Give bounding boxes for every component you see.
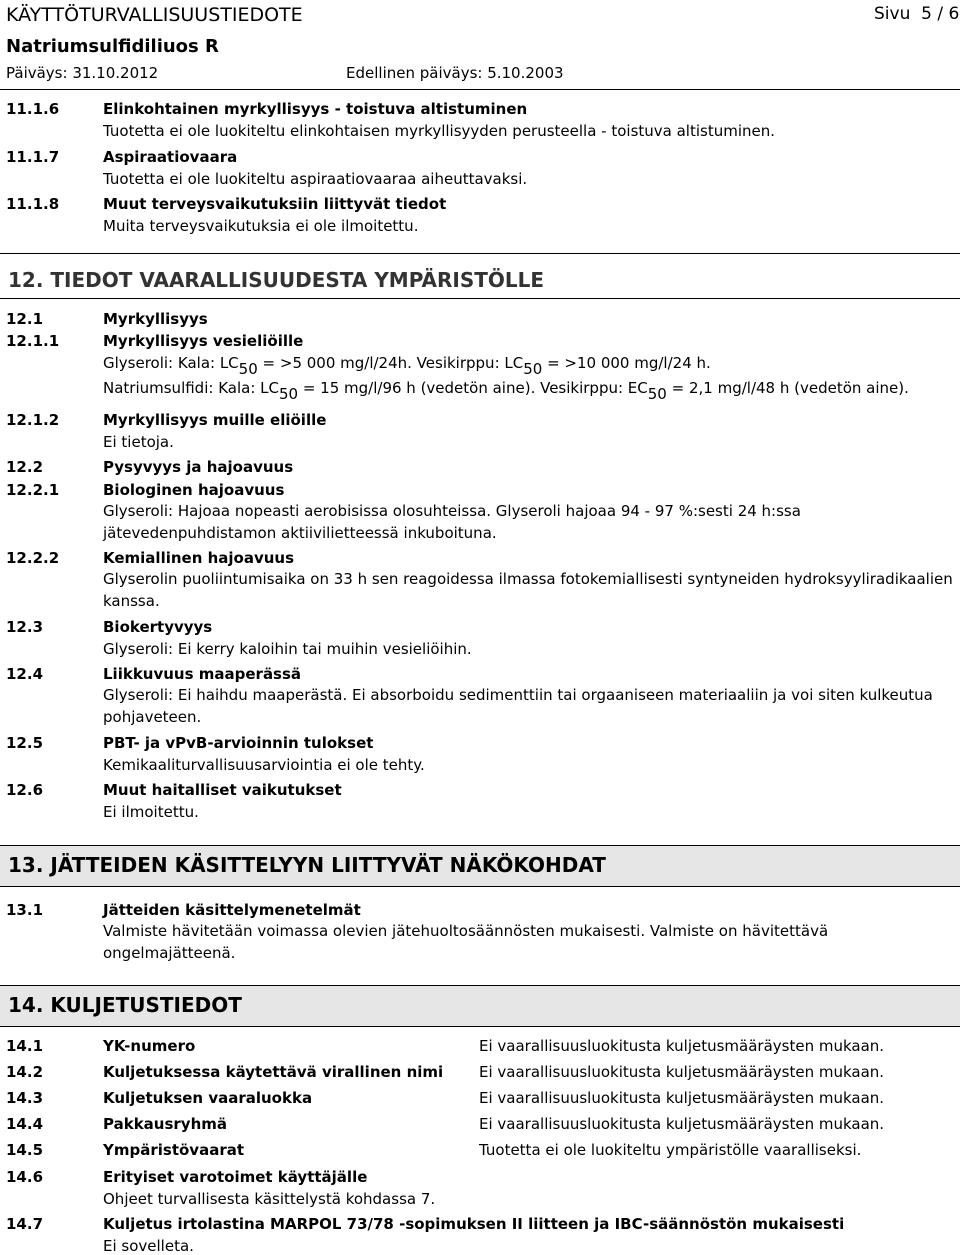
page-label: Sivu xyxy=(874,4,911,24)
text-part: = >5 000 mg/l/24h. Vesikirppu: LC xyxy=(257,354,524,372)
toxicity-sodium-sulfide xyxy=(103,379,909,403)
item-title: Myrkyllisyys vesieliöille xyxy=(103,332,304,350)
item-value: Ei vaarallisuusluokitusta kuljetusmääräysten mukaan. xyxy=(479,1063,885,1081)
item-title: Pysyvyys ja hajoavuus xyxy=(103,458,294,476)
item-text: Ei ilmoitettu. xyxy=(103,803,199,821)
item-value: Ei vaarallisuusluokitusta kuljetusmääräysten mukaan. xyxy=(479,1089,885,1107)
text-part: Glyseroli: Kala: LC xyxy=(103,354,239,372)
item-text: Tuotetta ei ole luokiteltu aspiraatiovaaraa aiheuttavaksi. xyxy=(103,170,528,188)
subscript: 50 xyxy=(523,360,543,378)
section-divider xyxy=(0,298,960,299)
item-number: 12.5 xyxy=(6,734,44,752)
document-title: KÄYTTÖTURVALLISUUSTIEDOTE xyxy=(6,4,303,26)
section-heading-band xyxy=(0,985,960,1027)
item-number: 12.1.2 xyxy=(6,411,60,429)
item-number: 14.5 xyxy=(6,1141,44,1159)
item-value: Ei vaarallisuusluokitusta kuljetusmääräysten mukaan. xyxy=(479,1037,885,1055)
item-text: Glyserolin puoliintumisaika on 33 h sen reagoidessa ilmassa fotokemiallisesti syntyneiden hydroksyyliradikaalien kanssa. xyxy=(103,570,953,610)
item-title: YK-numero xyxy=(103,1037,196,1055)
item-title: Ympäristövaarat xyxy=(103,1141,245,1159)
item-number: 12.3 xyxy=(6,618,44,636)
item-number: 14.6 xyxy=(6,1168,44,1186)
section-heading: 13. JÄTTEIDEN KÄSITTELYYN LIITTYVÄT NÄKÖKOHDAT xyxy=(8,853,606,877)
item-number: 13.1 xyxy=(6,901,44,919)
page-current: 5 xyxy=(921,4,932,24)
item-number: 11.1.8 xyxy=(6,195,60,213)
item-text: Glyseroli: Ei kerry kaloihin tai muihin vesieliöihin. xyxy=(103,640,472,658)
section-heading-band xyxy=(0,845,960,887)
text-part: = 15 mg/l/96 h (vedetön aine). Vesikirppu: EC xyxy=(298,379,648,397)
item-title: Kemiallinen hajoavuus xyxy=(103,549,295,567)
page-separator: / xyxy=(937,4,944,24)
item-title: Pakkausryhmä xyxy=(103,1115,227,1133)
toxicity-glycerol xyxy=(103,354,711,378)
item-text: Ohjeet turvallisesta käsittelystä kohdassa 7. xyxy=(103,1190,436,1208)
item-value: Tuotetta ei ole luokiteltu ympäristölle vaaralliseksi. xyxy=(479,1141,862,1159)
item-title: Kuljetuksessa käytettävä virallinen nimi xyxy=(103,1063,444,1081)
previous-date: Edellinen päiväys: 5.10.2003 xyxy=(346,64,564,82)
item-number: 11.1.7 xyxy=(6,148,60,166)
item-title: Aspiraatiovaara xyxy=(103,148,238,166)
subscript: 50 xyxy=(238,360,258,378)
item-number: 14.1 xyxy=(6,1037,44,1055)
item-number: 14.4 xyxy=(6,1115,44,1133)
text-part: = >10 000 mg/l/24 h. xyxy=(542,354,711,372)
section-heading: 12. TIEDOT VAARALLISUUDESTA YMPÄRISTÖLLE xyxy=(8,268,545,292)
item-text: Valmiste hävitetään voimassa olevien jätehuoltosäännösten mukaisesti. Valmiste on hävitettävä ongelmajätteenä. xyxy=(103,922,829,962)
item-number: 11.1.6 xyxy=(6,100,60,118)
item-text: Ei sovelleta. xyxy=(103,1237,194,1255)
item-title: Biologinen hajoavuus xyxy=(103,481,285,499)
section-divider xyxy=(0,253,960,254)
page-indicator xyxy=(874,4,959,24)
item-number: 12.2 xyxy=(6,458,44,476)
subscript: 50 xyxy=(278,385,299,403)
text-part: Natriumsulfidi: Kala: LC xyxy=(103,379,279,397)
item-title: Myrkyllisyys muille eliöille xyxy=(103,411,327,429)
item-number: 14.3 xyxy=(6,1089,44,1107)
page-total: 6 xyxy=(948,4,960,24)
item-title: Muut terveysvaikutuksiin liittyvät tiedot xyxy=(103,195,447,213)
item-text: Muita terveysvaikutuksia ei ole ilmoitettu. xyxy=(103,217,419,235)
item-number: 14.2 xyxy=(6,1063,44,1081)
item-text: Ei tietoja. xyxy=(103,433,174,451)
item-number: 12.4 xyxy=(6,665,44,683)
item-title: Kuljetuksen vaaraluokka xyxy=(103,1089,313,1107)
text-part: = 2,1 mg/l/48 h (vedetön aine). xyxy=(666,379,909,397)
product-name: Natriumsulfidiliuos R xyxy=(6,36,219,57)
item-text: Glyseroli: Ei haihdu maaperästä. Ei absorboidu sedimenttiin tai orgaaniseen materiaaliin ja voi siten kulkeutua pohjaveteen. xyxy=(103,686,933,726)
item-title: Liikkuvuus maaperässä xyxy=(103,665,302,683)
item-text: Tuotetta ei ole luokiteltu elinkohtaisen myrkyllisyyden perusteella - toistuva altistuminen. xyxy=(103,122,776,140)
item-title: Muut haitalliset vaikutukset xyxy=(103,781,342,799)
item-title: Erityiset varotoimet käyttäjälle xyxy=(103,1168,368,1186)
subscript: 50 xyxy=(647,385,667,403)
item-title: Elinkohtainen myrkyllisyys - toistuva altistuminen xyxy=(103,100,528,118)
item-text: Glyseroli: Hajoaa nopeasti aerobisissa olosuhteissa. Glyseroli hajoaa 94 - 97 %:sesti 24 h:ssa jätevedenpuhdistamon aktiivilietteessä inkuboituna. xyxy=(103,502,801,542)
revision-date: Päiväys: 31.10.2012 xyxy=(6,64,159,82)
item-number: 12.2.2 xyxy=(6,549,60,567)
item-number: 12.1.1 xyxy=(6,332,60,350)
item-title: Myrkyllisyys xyxy=(103,310,208,328)
header-divider xyxy=(0,89,960,90)
item-number: 12.2.1 xyxy=(6,481,60,499)
item-text: Kemikaaliturvallisuusarviointia ei ole tehty. xyxy=(103,756,425,774)
item-title: Kuljetus irtolastina MARPOL 73/78 -sopimuksen II liitteen ja IBC-säännöstön mukaisesti xyxy=(103,1215,845,1233)
item-number: 12.6 xyxy=(6,781,44,799)
section-heading: 14. KULJETUSTIEDOT xyxy=(8,993,242,1017)
item-title: Biokertyvyys xyxy=(103,618,213,636)
item-title: Jätteiden käsittelymenetelmät xyxy=(103,901,361,919)
item-title: PBT- ja vPvB-arvioinnin tulokset xyxy=(103,734,374,752)
item-number: 12.1 xyxy=(6,310,44,328)
item-value: Ei vaarallisuusluokitusta kuljetusmääräysten mukaan. xyxy=(479,1115,885,1133)
item-number: 14.7 xyxy=(6,1215,44,1233)
